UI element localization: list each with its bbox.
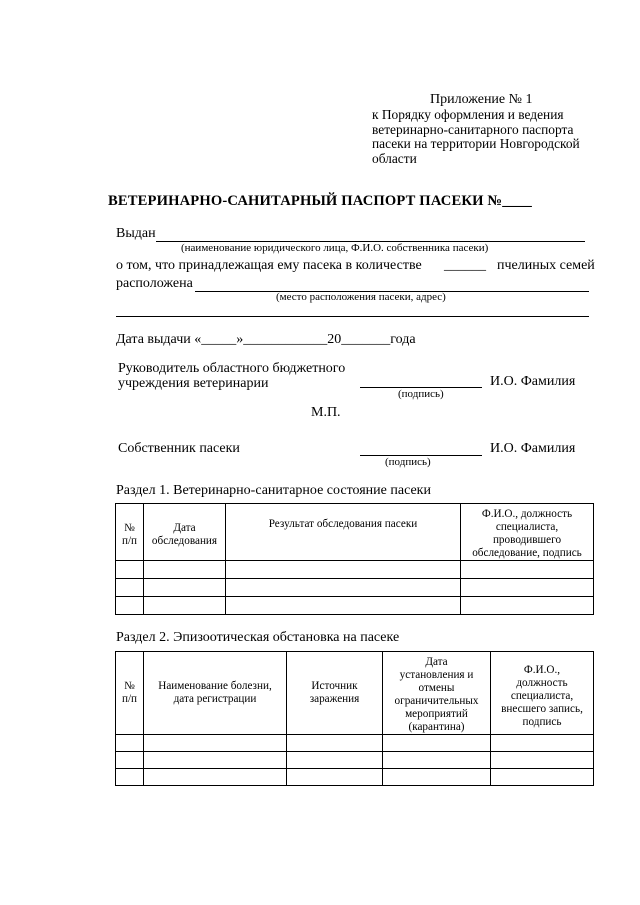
col-infection-source: Источник заражения xyxy=(287,652,383,735)
table-row xyxy=(116,735,594,752)
section1-header-row xyxy=(116,504,594,561)
table-row xyxy=(116,597,594,615)
issue-date: Дата выдачи «_____»____________20_______года xyxy=(116,332,416,347)
appendix-line: области xyxy=(372,150,417,166)
table-row xyxy=(116,769,594,786)
head-signature-caption: (подпись) xyxy=(398,388,444,400)
appendix-line: ветеринарно-санитарного паспорта xyxy=(372,121,574,137)
ownership-blank: ______ xyxy=(444,258,486,273)
col-number: № п/п xyxy=(116,652,144,735)
table-row xyxy=(116,752,594,769)
location-line-2 xyxy=(116,316,589,317)
location-caption: (место расположения пасеки, адрес) xyxy=(276,291,446,303)
section2-header-row xyxy=(116,652,594,735)
appendix-line: пасеки на территории Новгородской xyxy=(372,136,580,152)
document-title: ВЕТЕРИНАРНО-САНИТАРНЫЙ ПАСПОРТ ПАСЕКИ №____ xyxy=(108,193,532,209)
issued-label: Выдан xyxy=(116,226,156,241)
col-inspection-date: Дата обследования xyxy=(144,504,226,561)
section2-title: Раздел 2. Эпизоотическая обстановка на пасеке xyxy=(116,630,400,645)
section1-table xyxy=(115,503,594,615)
col-specialist: Ф.И.О., должность специалиста, проводившего обследование, подпись xyxy=(461,504,594,561)
issued-caption: (наименование юридического лица, Ф.И.О. собственника пасеки) xyxy=(181,242,489,254)
section1-title: Раздел 1. Ветеринарно-санитарное состояние пасеки xyxy=(116,483,431,498)
appendix-line: к Порядку оформления и ведения xyxy=(372,107,564,122)
col-specialist: Ф.И.О., должность специалиста, внесшего запись, подпись xyxy=(491,652,594,735)
col-quarantine-dates: Дата установления и отмены ограничительных мероприятий (карантина) xyxy=(383,652,491,735)
head-name: И.О. Фамилия xyxy=(490,374,576,389)
ownership-suffix: пчелиных семей xyxy=(497,258,595,273)
seal-place: М.П. xyxy=(311,405,341,420)
col-disease-name: Наименование болезни, дата регистрации xyxy=(144,652,287,735)
appendix-reference xyxy=(372,108,612,166)
section2-table xyxy=(115,651,594,786)
col-inspection-result: Результат обследования пасеки xyxy=(226,504,461,561)
owner-signature-caption: (подпись) xyxy=(385,456,431,468)
appendix-title: Приложение № 1 xyxy=(430,92,533,107)
head-position-line: Руководитель областного бюджетного xyxy=(118,361,346,376)
table-row xyxy=(116,579,594,597)
owner-name: И.О. Фамилия xyxy=(490,441,576,456)
col-number: № п/п xyxy=(116,504,144,561)
table-row xyxy=(116,561,594,579)
head-position-line: учреждения ветеринарии xyxy=(118,376,269,391)
owner-label: Собственник пасеки xyxy=(118,441,240,456)
head-position xyxy=(118,361,345,391)
ownership-text: о том, что принадлежащая ему пасека в количестве xyxy=(116,258,422,273)
location-label: расположена xyxy=(116,276,193,291)
